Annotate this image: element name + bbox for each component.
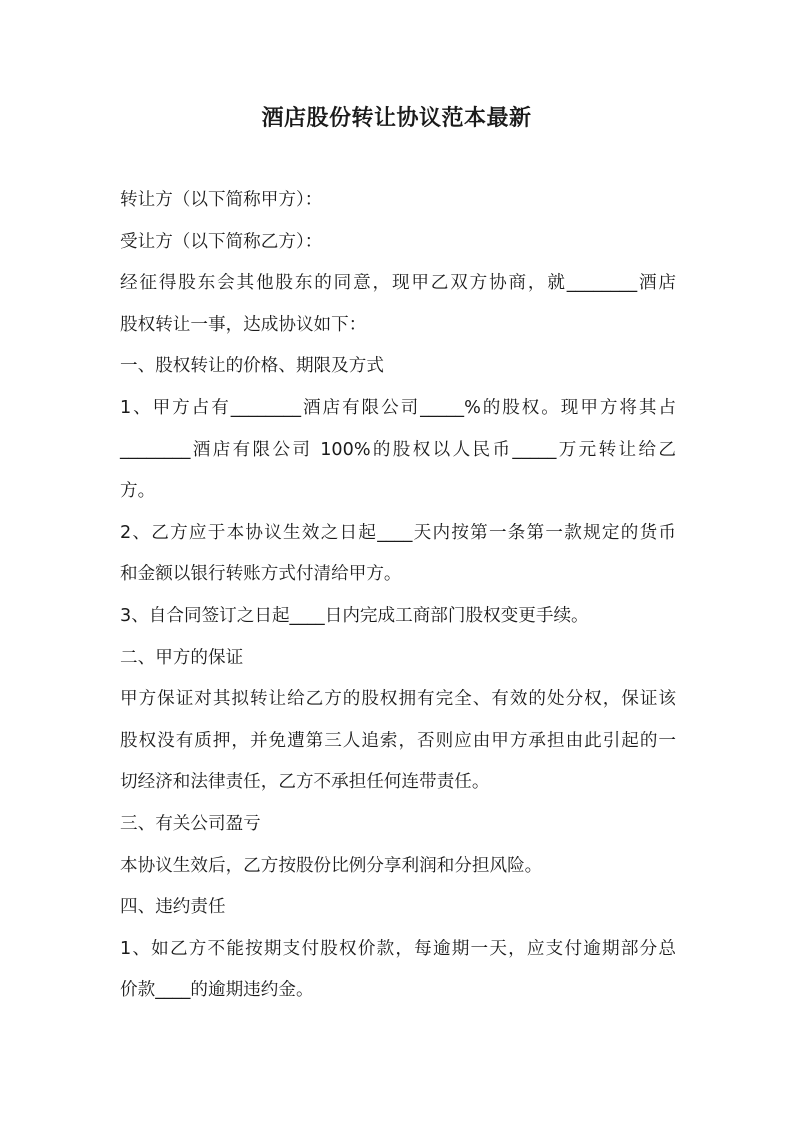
- paragraph-line: 1、如乙方不能按期支付股权价款，每逾期一天，应支付逾期部分总: [120, 938, 676, 959]
- paragraph-line-transferor: 转让方（以下简称甲方）：: [120, 190, 323, 210]
- section-heading-4: 四、违约责任: [120, 897, 226, 918]
- paragraph-line: 和金额以银行转账方式付清给甲方。: [120, 564, 402, 585]
- paragraph-line: 价款____的逾期违约金。: [120, 980, 314, 1001]
- paragraph-line: 方。: [120, 481, 156, 502]
- paragraph-line: 3、自合同签订之日起____日内完成工商部门股权变更手续。: [120, 605, 589, 626]
- section-heading-2: 二、甲方的保证: [120, 647, 244, 668]
- paragraph-line: ________酒店有限公司 100%的股权以人民币_____万元转让给乙: [120, 439, 676, 460]
- paragraph-line: 2、乙方应于本协议生效之日起____天内按第一条第一款规定的货币: [120, 522, 676, 543]
- paragraph-line: 甲方保证对其拟转让给乙方的股权拥有完全、有效的处分权，保证该: [120, 689, 676, 710]
- paragraph-line: 经征得股东会其他股东的同意，现甲乙双方协商，就________酒店: [120, 273, 676, 294]
- document-title: 酒店股份转让协议范本最新: [261, 106, 532, 131]
- section-heading-3: 三、有关公司盈亏: [120, 813, 261, 834]
- paragraph-line: 股权转让一事，达成协议如下：: [120, 314, 367, 335]
- section-heading-1: 一、股权转让的价格、期限及方式: [120, 356, 384, 377]
- paragraph-line: 1、甲方占有________酒店有限公司_____%的股权。现甲方将其占: [120, 397, 676, 418]
- document-body: [120, 180, 676, 1012]
- paragraph-line: 本协议生效后，乙方按股份比例分享利润和分担风险。: [120, 855, 543, 876]
- paragraph-line-transferee: 受让方（以下简称乙方）：: [120, 231, 323, 252]
- paragraph-line: 股权没有质押，并免遭第三人追索，否则应由甲方承担由此引起的一: [120, 730, 676, 751]
- paragraph-line: 切经济和法律责任，乙方不承担任何连带责任。: [120, 772, 490, 793]
